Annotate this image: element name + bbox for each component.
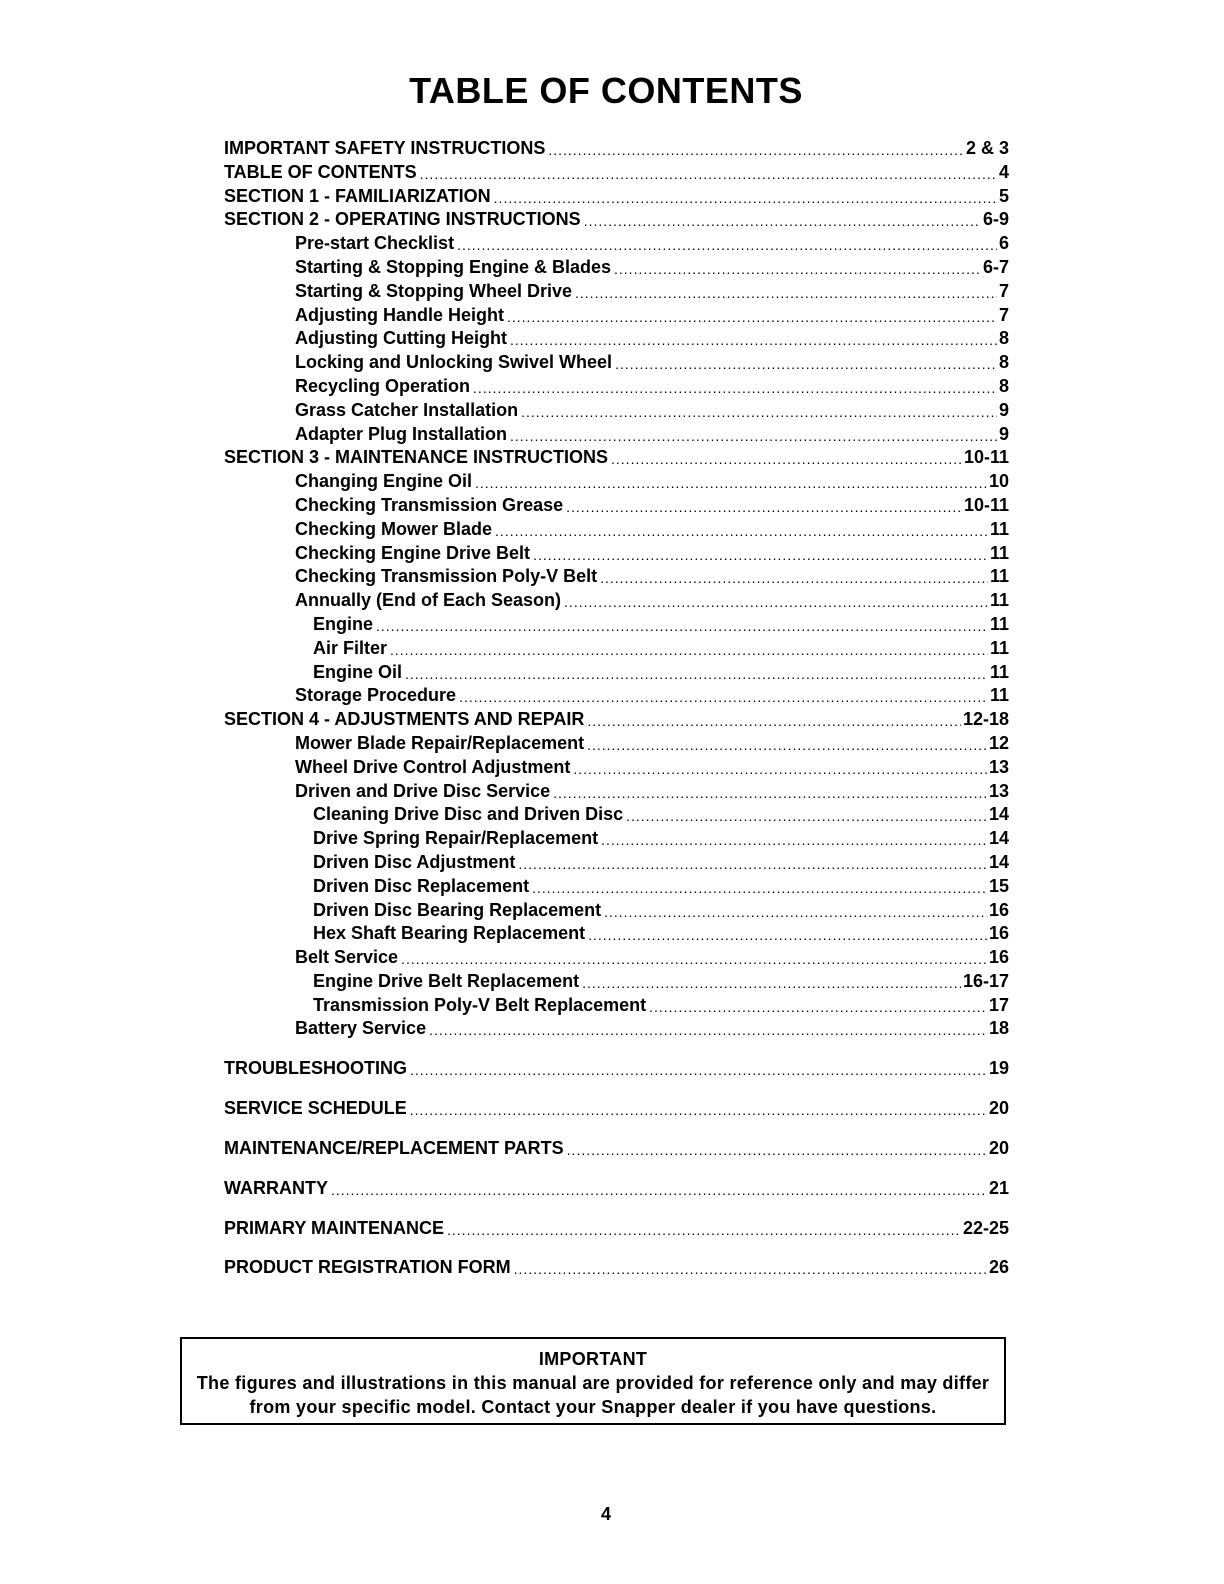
- toc-entry-label: Engine Drive Belt Replacement: [313, 970, 580, 991]
- toc-entry-label: Storage Procedure: [295, 685, 457, 706]
- toc-entry-page: 16: [988, 899, 1009, 920]
- toc-dot-leader: [614, 261, 981, 275]
- toc-entry-page: 10-11: [963, 447, 1009, 468]
- toc-entry-page: 11: [989, 518, 1009, 539]
- toc-entry: [224, 1018, 1009, 1042]
- toc-dot-leader: [494, 190, 997, 204]
- toc-entry-label: Locking and Unlocking Swivel Wheel: [295, 352, 613, 373]
- toc-entry: [224, 614, 1009, 638]
- toc-entry: [224, 424, 1009, 448]
- toc-dot-leader: [521, 404, 997, 418]
- toc-dot-leader: [390, 642, 988, 656]
- toc-dot-leader: [575, 285, 997, 299]
- toc-entry: [224, 900, 1009, 924]
- toc-entry: [224, 138, 1009, 162]
- toc-entry-label: Annually (End of Each Season): [295, 590, 562, 611]
- toc-dot-leader: [457, 237, 997, 251]
- toc-entry-label: Pre-start Checklist: [295, 233, 455, 254]
- toc-dot-leader: [420, 166, 997, 180]
- toc-entry: [224, 757, 1009, 781]
- toc-entry-page: 8: [998, 352, 1009, 373]
- toc-entry-page: 26: [988, 1257, 1009, 1278]
- toc-entry: [224, 519, 1009, 543]
- toc-dot-leader: [495, 523, 988, 537]
- toc-entry-page: 20: [988, 1098, 1009, 1119]
- toc-entry-page: 11: [989, 613, 1009, 634]
- toc-entry-label: SECTION 2 - OPERATING INSTRUCTIONS: [224, 209, 581, 230]
- toc-dot-leader: [600, 570, 988, 584]
- toc-entry-page: 20: [988, 1138, 1009, 1159]
- toc-entry-label: PRIMARY MAINTENANCE: [224, 1217, 445, 1238]
- toc-entry-page: 11: [989, 637, 1009, 658]
- toc-entry-label: Checking Engine Drive Belt: [295, 542, 531, 563]
- toc-entry-label: Air Filter: [313, 637, 388, 658]
- toc-entry-label: Checking Mower Blade: [295, 518, 493, 539]
- toc-entry-label: WARRANTY: [224, 1177, 328, 1198]
- toc-entry-label: Transmission Poly-V Belt Replacement: [313, 994, 647, 1015]
- toc-dot-leader: [587, 713, 961, 727]
- important-notice-box: [180, 1337, 1006, 1425]
- toc-entry-label: Drive Spring Repair/Replacement: [313, 828, 599, 849]
- toc-entry: [224, 995, 1009, 1019]
- toc-entry-page: 10: [988, 471, 1009, 492]
- notice-title: IMPORTANT: [538, 1349, 648, 1369]
- toc-dot-leader: [615, 356, 997, 370]
- toc-entry-page: 13: [988, 780, 1009, 801]
- toc-entry: [224, 685, 1009, 709]
- toc-dot-leader: [626, 808, 987, 822]
- toc-dot-leader: [410, 1102, 987, 1116]
- toc-entry-label: Adapter Plug Installation: [295, 423, 508, 444]
- toc-entry-label: Starting & Stopping Engine & Blades: [295, 256, 612, 277]
- toc-dot-leader: [567, 1142, 987, 1156]
- toc-entry: [224, 471, 1009, 495]
- toc-dot-leader: [518, 856, 987, 870]
- toc-entry: [224, 947, 1009, 971]
- toc-entry-page: 11: [989, 566, 1009, 587]
- toc-entry-label: Mower Blade Repair/Replacement: [295, 732, 585, 753]
- toc-entry: [224, 566, 1009, 590]
- toc-entry-label: Checking Transmission Grease: [295, 494, 564, 515]
- toc-entry-page: 6: [998, 233, 1009, 254]
- page-title: TABLE OF CONTENTS: [409, 70, 803, 111]
- toc-dot-leader: [510, 428, 997, 442]
- toc-dot-leader: [584, 213, 981, 227]
- toc-entry-label: SECTION 1 - FAMILIARIZATION: [224, 185, 491, 206]
- toc-dot-leader: [548, 142, 964, 156]
- toc-entry-page: 7: [998, 304, 1009, 325]
- toc-entry-label: Cleaning Drive Disc and Driven Disc: [313, 804, 624, 825]
- toc-entry-page: 17: [988, 994, 1009, 1015]
- toc-entry-page: 11: [989, 661, 1009, 682]
- toc-dot-leader: [459, 689, 988, 703]
- toc-entry: [224, 328, 1009, 352]
- toc-entry: [224, 804, 1009, 828]
- toc-entry: [224, 876, 1009, 900]
- toc-entry: [224, 233, 1009, 257]
- toc-entry: [224, 543, 1009, 567]
- toc-entry: [224, 1098, 1009, 1122]
- toc-entry: [224, 186, 1009, 210]
- toc-entry-label: Battery Service: [295, 1018, 427, 1039]
- toc-entry: [224, 852, 1009, 876]
- toc-entry-label: Recycling Operation: [295, 375, 471, 396]
- toc-dot-leader: [649, 999, 987, 1013]
- toc-entry-label: Hex Shaft Bearing Replacement: [313, 923, 586, 944]
- toc-entry: [224, 305, 1009, 329]
- toc-entry-page: 9: [998, 399, 1009, 420]
- toc-entry: [224, 281, 1009, 305]
- toc-entry-label: Driven Disc Adjustment: [313, 851, 516, 872]
- toc-dot-leader: [611, 451, 962, 465]
- toc-dot-leader: [507, 309, 997, 323]
- toc-dot-leader: [604, 904, 987, 918]
- toc-entry-label: IMPORTANT SAFETY INSTRUCTIONS: [224, 138, 546, 158]
- toc-entry-page: 12: [988, 732, 1009, 753]
- toc-dot-leader: [588, 927, 987, 941]
- toc-entry-label: Grass Catcher Installation: [295, 399, 519, 420]
- toc-entry-page: 14: [988, 804, 1009, 825]
- toc-entry-page: 14: [988, 828, 1009, 849]
- toc-entry-page: 21: [988, 1177, 1009, 1198]
- toc-entry: [224, 1257, 1009, 1281]
- toc-dot-leader: [533, 547, 988, 561]
- toc-entry: [224, 733, 1009, 757]
- notice-text: The figures and illustrations in this manual are provided for reference only and may differ from your specific model. Contact your Snapper dealer if you have questions.: [196, 1373, 990, 1417]
- toc-entry: [224, 447, 1009, 471]
- toc-entry: [224, 495, 1009, 519]
- toc-entry-label: SECTION 4 - ADJUSTMENTS AND REPAIR: [224, 709, 585, 730]
- toc-dot-leader: [566, 499, 962, 513]
- toc-entry-label: MAINTENANCE/REPLACEMENT PARTS: [224, 1138, 564, 1159]
- toc-entry-page: 11: [989, 590, 1009, 611]
- toc-dot-leader: [401, 951, 987, 965]
- toc-dot-leader: [473, 380, 997, 394]
- toc-dot-leader: [475, 475, 987, 489]
- toc-entry-page: 11: [989, 542, 1009, 563]
- toc-entry-page: 8: [998, 328, 1009, 349]
- toc-entry: [224, 709, 1009, 733]
- toc-dot-leader: [376, 618, 988, 632]
- toc-entry: [224, 638, 1009, 662]
- toc-entry: [224, 1178, 1009, 1202]
- toc-entry-label: SERVICE SCHEDULE: [224, 1098, 407, 1119]
- toc-entry: [224, 662, 1009, 686]
- toc-entry: [224, 971, 1009, 995]
- toc-dot-leader: [331, 1182, 987, 1196]
- toc-entry-page: 8: [998, 375, 1009, 396]
- toc-entry-page: 16-17: [962, 970, 1009, 991]
- toc-entry-label: TROUBLESHOOTING: [224, 1058, 407, 1079]
- table-of-contents: [224, 138, 1009, 1281]
- toc-entry-label: Starting & Stopping Wheel Drive: [295, 280, 573, 301]
- toc-entry-label: Engine: [313, 613, 374, 634]
- toc-dot-leader: [532, 880, 987, 894]
- toc-entry-page: 7: [998, 280, 1009, 301]
- toc-entry-label: Driven Disc Replacement: [313, 875, 530, 896]
- toc-entry-page: 15: [988, 875, 1009, 896]
- toc-entry: [224, 923, 1009, 947]
- toc-entry: [224, 352, 1009, 376]
- toc-dot-leader: [573, 761, 987, 775]
- toc-dot-leader: [429, 1022, 987, 1036]
- toc-dot-leader: [410, 1062, 987, 1076]
- toc-entry: [224, 376, 1009, 400]
- toc-entry-page: 5: [998, 185, 1009, 206]
- page-number: 4: [600, 1504, 611, 1524]
- toc-entry: [224, 828, 1009, 852]
- toc-entry-label: Engine Oil: [313, 661, 403, 682]
- toc-entry-page: 4: [998, 161, 1009, 182]
- toc-entry-page: 14: [988, 851, 1009, 872]
- toc-entry-page: 6-9: [982, 209, 1009, 230]
- toc-entry-page: 19: [988, 1058, 1009, 1079]
- toc-entry-label: Belt Service: [295, 947, 399, 968]
- toc-entry-label: Checking Transmission Poly-V Belt: [295, 566, 598, 587]
- toc-entry-page: 12-18: [962, 709, 1009, 730]
- toc-entry-page: 11: [989, 685, 1009, 706]
- toc-dot-leader: [405, 666, 988, 680]
- toc-entry-label: Adjusting Cutting Height: [295, 328, 507, 349]
- toc-entry-page: 22-25: [962, 1217, 1009, 1238]
- toc-entry-page: 16: [988, 923, 1009, 944]
- toc-entry-label: Wheel Drive Control Adjustment: [295, 756, 571, 777]
- toc-dot-leader: [510, 332, 997, 346]
- toc-dot-leader: [587, 737, 987, 751]
- toc-entry-page: 2 & 3: [965, 138, 1009, 158]
- toc-dot-leader: [601, 832, 987, 846]
- toc-entry-page: 9: [998, 423, 1009, 444]
- toc-entry-label: TABLE OF CONTENTS: [224, 161, 417, 182]
- toc-entry: [224, 162, 1009, 186]
- toc-entry-page: 16: [988, 947, 1009, 968]
- toc-entry-label: Adjusting Handle Height: [295, 304, 504, 325]
- toc-entry-page: 10-11: [963, 494, 1009, 515]
- toc-entry: [224, 400, 1009, 424]
- toc-entry: [224, 209, 1009, 233]
- toc-entry: [224, 590, 1009, 614]
- toc-entry: [224, 1138, 1009, 1162]
- toc-entry-label: Driven Disc Bearing Replacement: [313, 899, 602, 920]
- toc-entry: [224, 257, 1009, 281]
- toc-entry-label: Changing Engine Oil: [295, 471, 472, 492]
- toc-entry-label: SECTION 3 - MAINTENANCE INSTRUCTIONS: [224, 447, 609, 468]
- toc-dot-leader: [553, 785, 987, 799]
- toc-dot-leader: [564, 594, 988, 608]
- toc-entry-page: 13: [988, 756, 1009, 777]
- toc-entry: [224, 781, 1009, 805]
- toc-entry-page: 6-7: [982, 256, 1009, 277]
- toc-dot-leader: [514, 1261, 987, 1275]
- toc-dot-leader: [447, 1222, 961, 1236]
- toc-entry-label: Driven and Drive Disc Service: [295, 780, 551, 801]
- toc-entry: [224, 1058, 1009, 1082]
- toc-entry: [224, 1218, 1009, 1242]
- toc-entry-page: 18: [988, 1018, 1009, 1039]
- toc-dot-leader: [582, 975, 961, 989]
- toc-entry-label: PRODUCT REGISTRATION FORM: [224, 1257, 511, 1278]
